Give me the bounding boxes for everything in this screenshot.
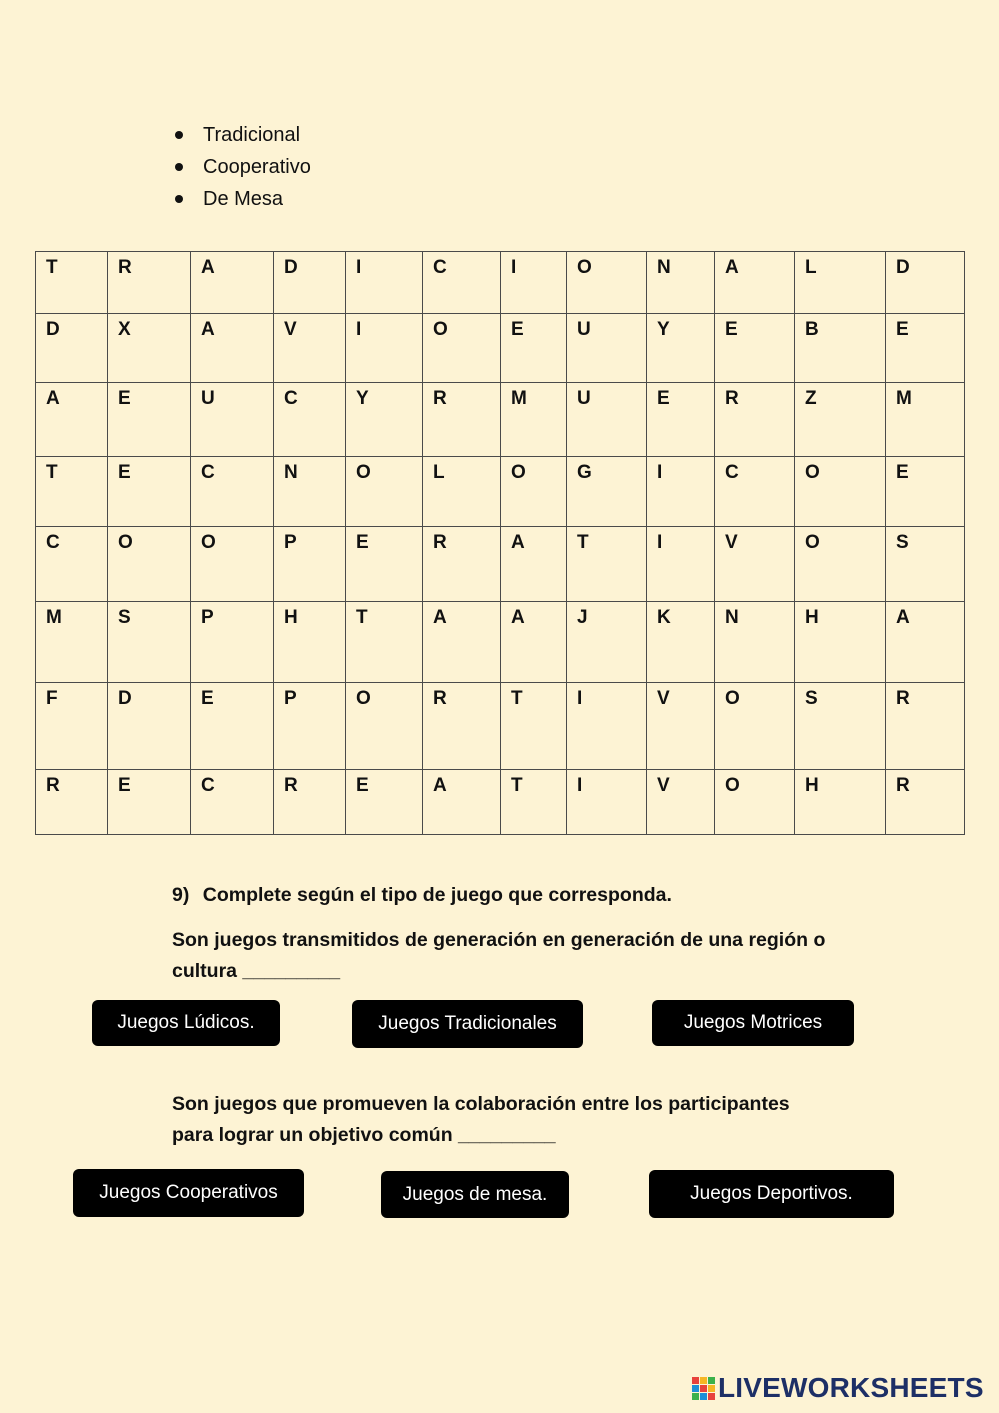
word-search-grid xyxy=(35,251,965,835)
grid-cell[interactable]: G xyxy=(567,457,647,527)
grid-cell[interactable]: E xyxy=(886,314,965,383)
grid-cell[interactable]: I xyxy=(501,252,567,314)
option-juegos-cooperativos[interactable]: Juegos Cooperativos xyxy=(73,1169,304,1217)
option-juegos-tradicionales[interactable]: Juegos Tradicionales xyxy=(352,1000,583,1048)
grid-cell[interactable]: V xyxy=(647,770,715,835)
question-a xyxy=(172,925,872,987)
grid-cell[interactable]: E xyxy=(191,683,274,770)
grid-cell[interactable]: Z xyxy=(795,383,886,457)
grid-cell[interactable]: E xyxy=(346,527,423,602)
grid-cell[interactable]: O xyxy=(501,457,567,527)
grid-row xyxy=(36,602,965,683)
grid-row xyxy=(36,383,965,457)
grid-cell[interactable]: T xyxy=(501,770,567,835)
grid-cell[interactable]: I xyxy=(346,252,423,314)
grid-cell[interactable]: D xyxy=(886,252,965,314)
grid-cell[interactable]: O xyxy=(715,683,795,770)
question-a-line2: cultura _________ xyxy=(172,960,341,982)
grid-cell[interactable]: V xyxy=(647,683,715,770)
grid-cell[interactable]: A xyxy=(501,602,567,683)
grid-cell[interactable]: R xyxy=(423,683,501,770)
grid-cell[interactable]: R xyxy=(886,683,965,770)
option-juegos-ludicos[interactable]: Juegos Lúdicos. xyxy=(92,1000,280,1046)
grid-row xyxy=(36,252,965,314)
grid-cell[interactable]: T xyxy=(36,457,108,527)
grid-cell[interactable]: S xyxy=(795,683,886,770)
grid-row xyxy=(36,683,965,770)
grid-cell[interactable]: I xyxy=(346,314,423,383)
grid-cell[interactable]: V xyxy=(715,527,795,602)
grid-cell[interactable]: R xyxy=(36,770,108,835)
question-b-line1: Son juegos que promueven la colaboración entre los participantes xyxy=(172,1093,790,1115)
grid-cell[interactable]: F xyxy=(36,683,108,770)
grid-cell[interactable]: C xyxy=(36,527,108,602)
grid-cell[interactable]: A xyxy=(501,527,567,602)
grid-cell[interactable]: J xyxy=(567,602,647,683)
grid-cell[interactable]: C xyxy=(191,770,274,835)
grid-cell[interactable]: A xyxy=(191,252,274,314)
game-type-list xyxy=(172,122,311,218)
grid-cell[interactable]: D xyxy=(274,252,346,314)
grid-cell[interactable]: O xyxy=(715,770,795,835)
grid-cell[interactable]: P xyxy=(191,602,274,683)
grid-cell[interactable]: N xyxy=(647,252,715,314)
grid-row xyxy=(36,527,965,602)
grid-cell[interactable]: E xyxy=(108,457,191,527)
grid-cell[interactable]: U xyxy=(191,383,274,457)
grid-cell[interactable]: L xyxy=(795,252,886,314)
option-juegos-de-mesa[interactable]: Juegos de mesa. xyxy=(381,1171,569,1218)
grid-cell[interactable]: I xyxy=(647,457,715,527)
list-item: De Mesa xyxy=(172,186,311,218)
grid-cell[interactable]: O xyxy=(795,457,886,527)
grid-cell[interactable]: K xyxy=(647,602,715,683)
grid-cell[interactable]: M xyxy=(501,383,567,457)
grid-cell[interactable]: C xyxy=(423,252,501,314)
liveworksheets-logo-icon xyxy=(692,1377,715,1400)
list-item: Cooperativo xyxy=(172,154,311,186)
grid-cell[interactable]: O xyxy=(108,527,191,602)
grid-cell[interactable]: Y xyxy=(346,383,423,457)
question-b-line2: para lograr un objetivo común _________ xyxy=(172,1124,556,1146)
grid-cell[interactable]: E xyxy=(647,383,715,457)
grid-cell[interactable]: R xyxy=(274,770,346,835)
question-9-instruction xyxy=(172,880,672,911)
grid-cell[interactable]: L xyxy=(423,457,501,527)
grid-cell[interactable]: R xyxy=(108,252,191,314)
grid-cell[interactable]: C xyxy=(191,457,274,527)
grid-cell[interactable]: N xyxy=(715,602,795,683)
grid-cell[interactable]: U xyxy=(567,383,647,457)
grid-cell[interactable]: R xyxy=(886,770,965,835)
logo-text: LIVEWORKSHEETS xyxy=(718,1372,984,1403)
option-juegos-deportivos[interactable]: Juegos Deportivos. xyxy=(649,1170,894,1218)
grid-cell[interactable]: E xyxy=(108,770,191,835)
grid-cell[interactable]: E xyxy=(501,314,567,383)
grid-cell[interactable]: H xyxy=(795,602,886,683)
grid-cell[interactable]: E xyxy=(715,314,795,383)
liveworksheets-logo xyxy=(692,1372,984,1404)
grid-cell[interactable]: R xyxy=(423,383,501,457)
grid-row xyxy=(36,457,965,527)
grid-cell[interactable]: E xyxy=(346,770,423,835)
grid-cell[interactable]: C xyxy=(274,383,346,457)
list-item: Tradicional xyxy=(172,122,311,154)
grid-cell[interactable]: T xyxy=(346,602,423,683)
grid-cell[interactable]: X xyxy=(108,314,191,383)
grid-cell[interactable]: E xyxy=(886,457,965,527)
question-b xyxy=(172,1089,852,1151)
grid-cell[interactable]: M xyxy=(886,383,965,457)
grid-cell[interactable]: I xyxy=(567,770,647,835)
grid-cell[interactable]: D xyxy=(36,314,108,383)
grid-cell[interactable]: V xyxy=(274,314,346,383)
grid-cell[interactable]: U xyxy=(567,314,647,383)
grid-cell[interactable]: T xyxy=(36,252,108,314)
grid-cell[interactable]: A xyxy=(191,314,274,383)
grid-cell[interactable]: P xyxy=(274,683,346,770)
grid-cell[interactable]: C xyxy=(715,457,795,527)
grid-cell[interactable]: R xyxy=(423,527,501,602)
grid-cell[interactable]: I xyxy=(567,683,647,770)
grid-cell[interactable]: N xyxy=(274,457,346,527)
grid-cell[interactable]: O xyxy=(346,683,423,770)
grid-cell[interactable]: S xyxy=(108,602,191,683)
grid-cell[interactable]: D xyxy=(108,683,191,770)
grid-cell[interactable]: M xyxy=(36,602,108,683)
option-juegos-motrices[interactable]: Juegos Motrices xyxy=(652,1000,854,1046)
question-number: 9) xyxy=(172,884,190,906)
grid-cell[interactable]: A xyxy=(423,602,501,683)
grid-cell[interactable]: O xyxy=(191,527,274,602)
grid-cell[interactable]: I xyxy=(647,527,715,602)
grid-cell[interactable]: R xyxy=(715,383,795,457)
grid-cell[interactable]: B xyxy=(795,314,886,383)
grid-cell[interactable]: A xyxy=(715,252,795,314)
grid-cell[interactable]: S xyxy=(886,527,965,602)
grid-cell[interactable]: H xyxy=(795,770,886,835)
grid-cell[interactable]: O xyxy=(795,527,886,602)
grid-cell[interactable]: Y xyxy=(647,314,715,383)
grid-row xyxy=(36,770,965,835)
grid-cell[interactable]: T xyxy=(501,683,567,770)
grid-row xyxy=(36,314,965,383)
grid-cell[interactable]: E xyxy=(108,383,191,457)
grid-cell[interactable]: O xyxy=(567,252,647,314)
grid-cell[interactable]: O xyxy=(346,457,423,527)
question-a-line1: Son juegos transmitidos de generación en generación de una región o xyxy=(172,929,826,951)
question-text: Complete según el tipo de juego que corresponda. xyxy=(202,884,672,906)
grid-cell[interactable]: A xyxy=(36,383,108,457)
grid-cell[interactable]: O xyxy=(423,314,501,383)
grid-cell[interactable]: P xyxy=(274,527,346,602)
grid-cell[interactable]: T xyxy=(567,527,647,602)
grid-cell[interactable]: H xyxy=(274,602,346,683)
grid-cell[interactable]: A xyxy=(886,602,965,683)
grid-cell[interactable]: A xyxy=(423,770,501,835)
